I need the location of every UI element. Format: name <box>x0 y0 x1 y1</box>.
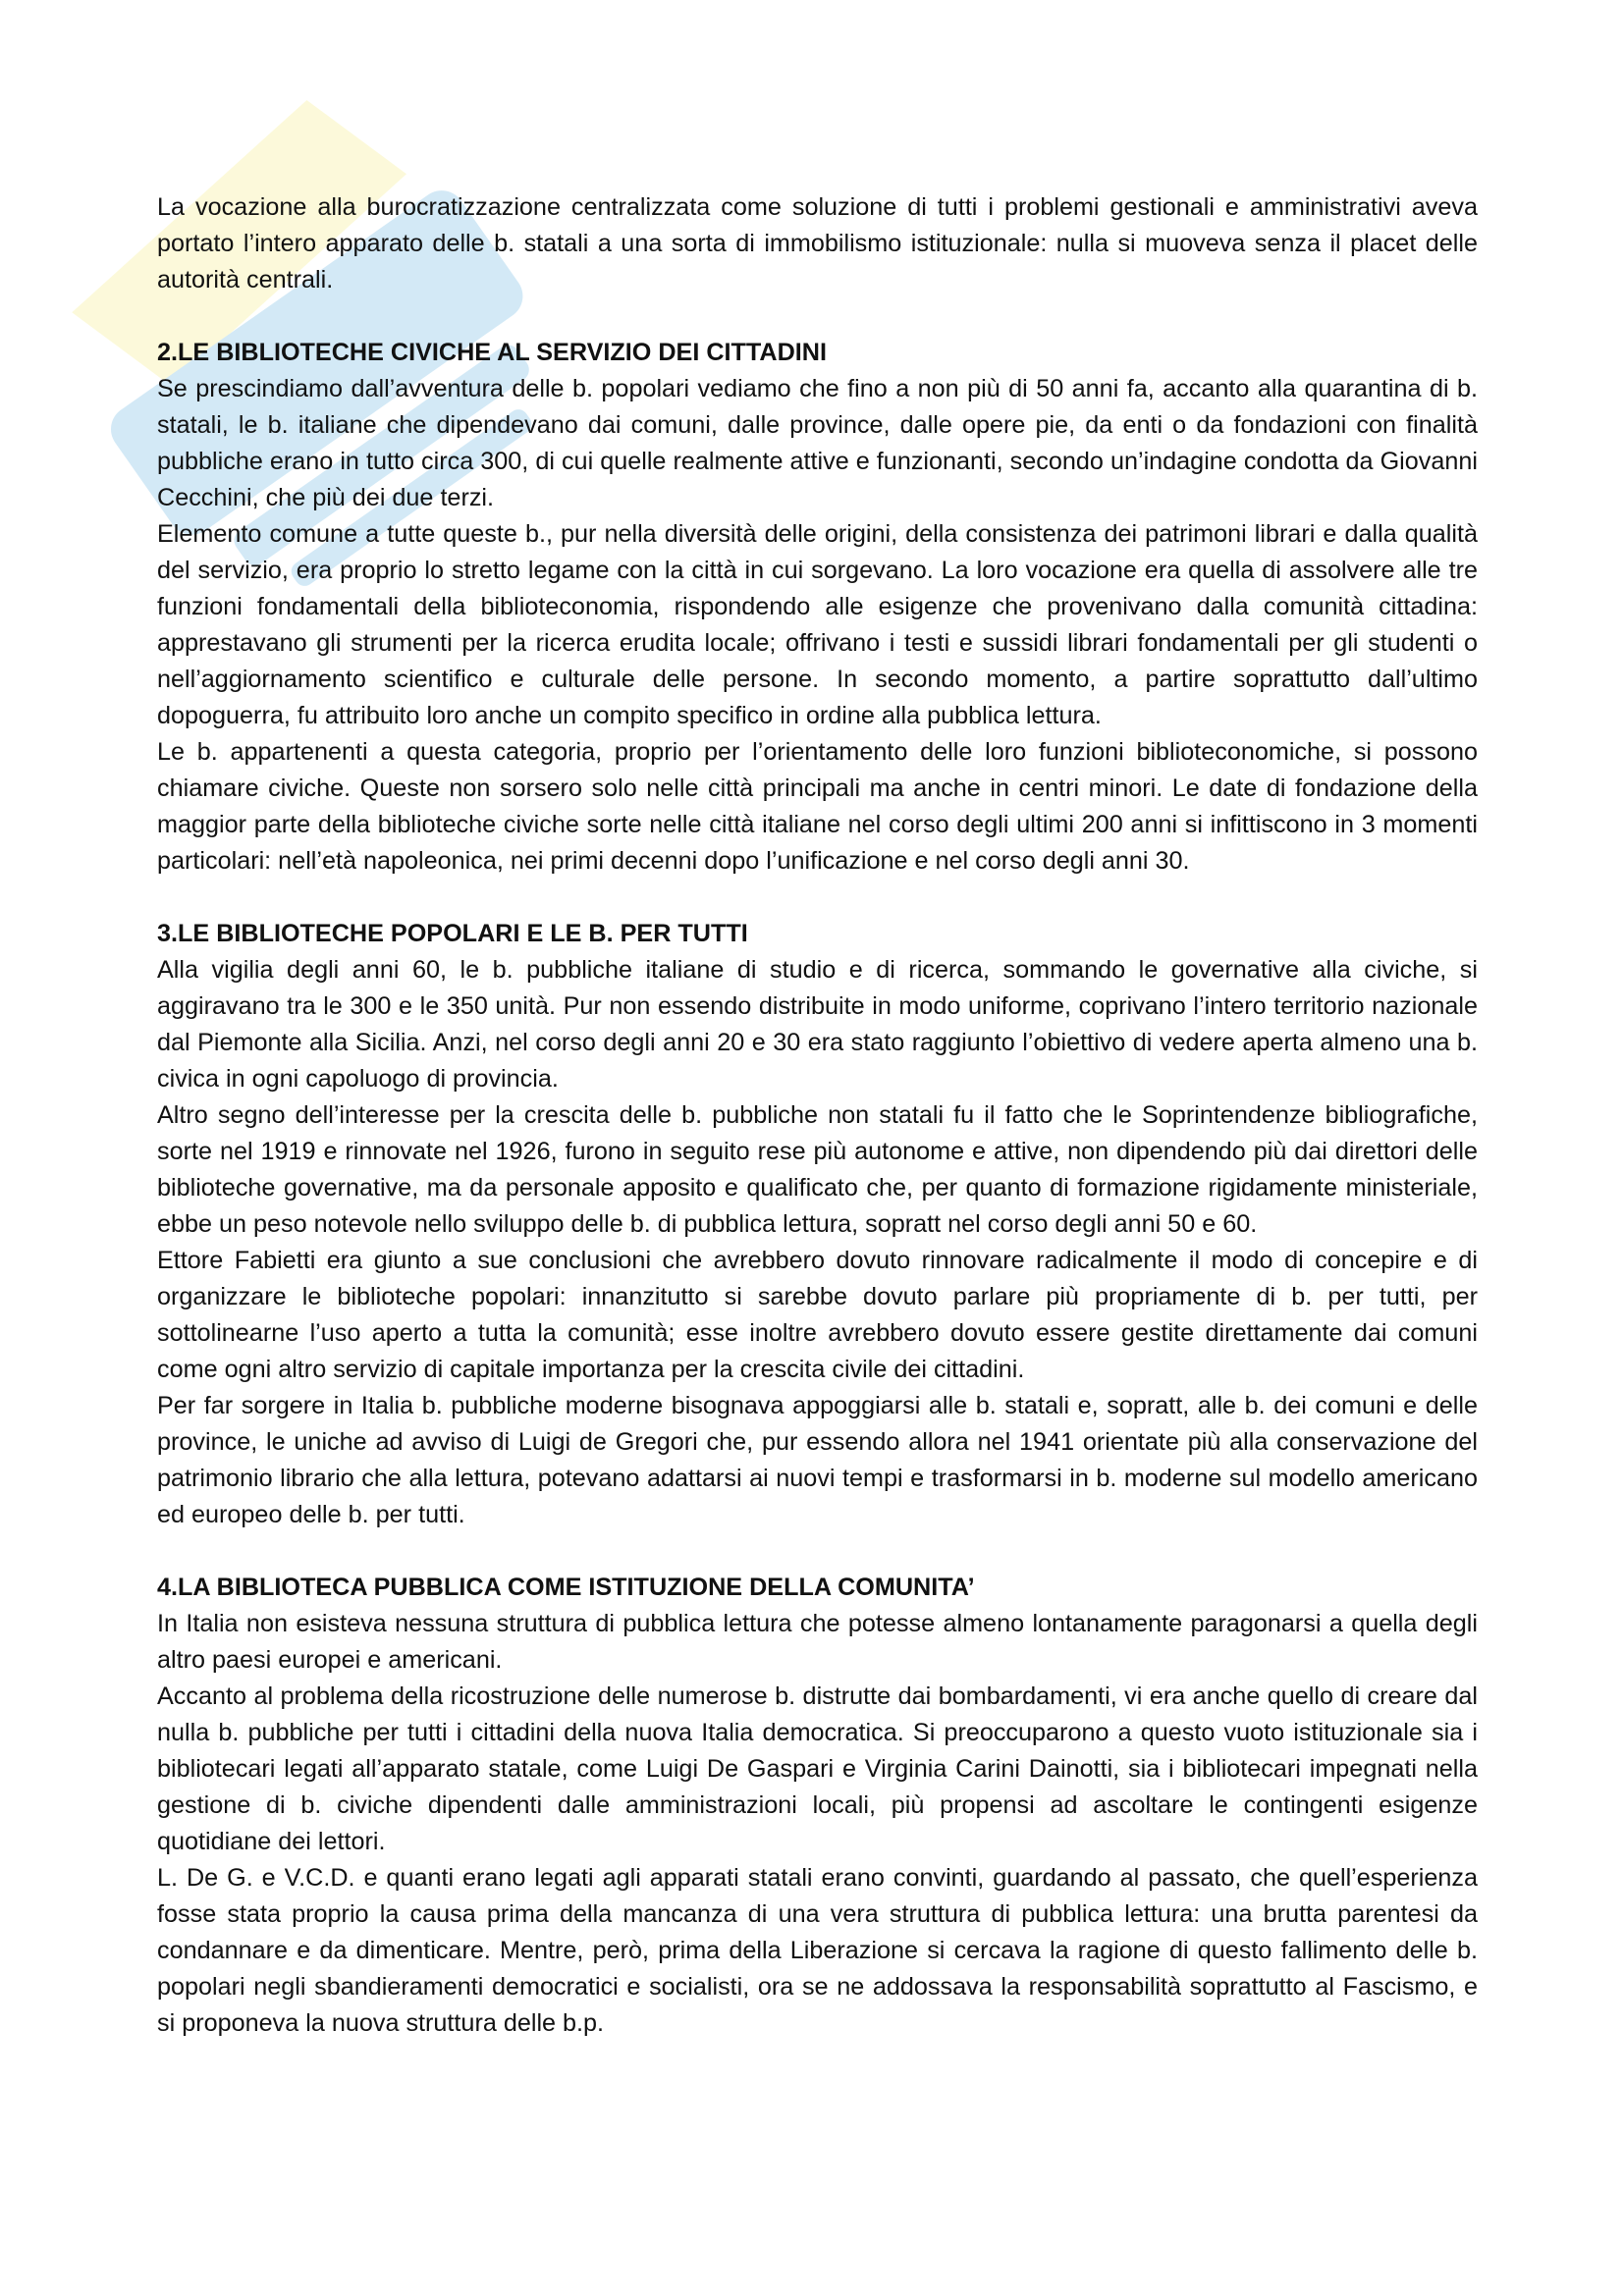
section-4-paragraph: Accanto al problema della ricostruzione delle numerose b. distrutte dai bombardamenti, vi era anche quello di creare dal nulla b. pubbliche per tutti i cittadini della nuova Italia democratica. Si preoccuparono a questo vuoto istituzionale sia i bibliotecari legati all’apparato statale, come Luigi De Gaspari e Virginia Carini Dainotti, sia i bibliotecari impegnati nella gestione di b. civiche dipendenti dalle amministrazioni locali, più propensi ad ascoltare le contingenti esigenze quotidiane dei lettori. <box>157 1682 1478 1855</box>
section-2-paragraph: Elemento comune a tutte queste b., pur nella diversità delle origini, della consistenza dei patrimoni librari e dalla qualità del servizio, era proprio lo stretto legame con la città in cui sorgevano. La loro vocazione era quella di assolvere alle tre funzioni fondamentali della biblioteconomia, rispondendo alle esigenze che provenivano dalla comunità cittadina: apprestavano gli strumenti per la ricerca erudita locale; offrivano i testi e sussidi librari fondamentali per gli studenti o nell’aggiornamento scientifico e culturale delle persone. In secondo momento, a partire soprattutto dall’ultimo dopoguerra, fu attribuito loro anche un compito specifico in ordine alla pubblica lettura. <box>157 520 1478 729</box>
intro-paragraph: La vocazione alla burocratizzazione centralizzata come soluzione di tutti i problemi gestionali e amministrativi aveva portato l’intero apparato delle b. statali a una sorta di immobilismo istituzionale: nulla si muoveva senza il placet delle autorità centrali. <box>157 193 1478 294</box>
section-2-title: 2.LE BIBLIOTECHE CIVICHE AL SERVIZIO DEI CITTADINI <box>157 339 827 366</box>
section-4-title: 4.LA BIBLIOTECA PUBBLICA COME ISTITUZIONE DELLA COMUNITA’ <box>157 1574 975 1601</box>
section-3-paragraph: Ettore Fabietti era giunto a sue conclusioni che avrebbero dovuto rinnovare radicalmente il modo di concepire e di organizzare le biblioteche popolari: innanzitutto si sarebbe dovuto parlare più propriamente di b. per tutti, per sottolinearne l’uso aperto a tutta la comunità; esse inoltre avrebbero dovuto essere gestite direttamente dai comuni come ogni altro servizio di capitale importanza per la crescita civile dei cittadini. <box>157 1247 1478 1383</box>
section-2-paragraph: Se prescindiamo dall’avventura delle b. popolari vediamo che fino a non più di 50 anni fa, accanto alla quarantina di b. statali, le b. italiane che dipendevano dai comuni, dalle province, dalle opere pie, da enti o da fondazioni con finalità pubbliche erano in tutto circa 300, di cui quelle realmente attive e funzionanti, secondo un’indagine condotta da Giovanni Cecchini, che più dei due terzi. <box>157 375 1478 511</box>
spacer <box>157 298 1478 335</box>
section-4-paragraph: In Italia non esisteva nessuna struttura di pubblica lettura che potesse almeno lontanamente paragonarsi a quella degli altro paesi europei e americani. <box>157 1610 1478 1674</box>
spacer <box>157 880 1478 916</box>
section-4-paragraph: L. De G. e V.C.D. e quanti erano legati agli apparati statali erano convinti, guardando al passato, che quell’esperienza fosse stata proprio la causa prima della mancanza di una vera struttura di pubblica lettura: una brutta parentesi da condannare e da dimenticare. Mentre, però, prima della Liberazione si cercava la ragione di questo fallimento delle b. popolari negli sbandieramenti democratici e socialisti, ora se ne addossava la responsabilità soprattutto al Fascismo, e si proponeva la nuova struttura delle b.p. <box>157 1864 1478 2037</box>
section-2-paragraph: Le b. appartenenti a questa categoria, proprio per l’orientamento delle loro funzioni biblioteconomiche, si possono chiamare civiche. Queste non sorsero solo nelle città principali ma anche in centri minori. Le date di fondazione della maggior parte della biblioteche civiche sorte nelle città italiane nel corso degli ultimi 200 anni si infittiscono in 3 momenti particolari: nell’età napoleonica, nei primi decenni dopo l’unificazione e nel corso degli anni 30. <box>157 738 1478 875</box>
section-3-title: 3.LE BIBLIOTECHE POPOLARI E LE B. PER TUTTI <box>157 920 748 947</box>
spacer <box>157 1533 1478 1570</box>
section-3-paragraph: Altro segno dell’interesse per la crescita delle b. pubbliche non statali fu il fatto che le Soprintendenze bibliografiche, sorte nel 1919 e rinnovate nel 1926, furono in seguito rese più autonome e attive, non dipendendo più dai direttori delle biblioteche governative, ma da personale apposito e qualificato che, per quanto di formazione rigidamente ministeriale, ebbe un peso notevole nello sviluppo delle b. di pubblica lettura, sopratt nel corso degli anni 50 e 60. <box>157 1101 1478 1238</box>
document-body <box>157 189 1478 2042</box>
section-3-paragraph: Alla vigilia degli anni 60, le b. pubbliche italiane di studio e di ricerca, sommando le governative alla civiche, si aggiravano tra le 300 e le 350 unità. Pur non essendo distribuite in modo uniforme, coprivano l’intero territorio nazionale dal Piemonte alla Sicilia. Anzi, nel corso degli anni 20 e 30 era stato raggiunto l’obiettivo di vedere aperta almeno una b. civica in ogni capoluogo di provincia. <box>157 956 1478 1093</box>
section-3-paragraph: Per far sorgere in Italia b. pubbliche moderne bisognava appoggiarsi alle b. statali e, sopratt, alle b. dei comuni e delle province, le uniche ad avviso di Luigi de Gregori che, pur essendo allora nel 1941 orientate più alla conservazione del patrimonio librario che alla lettura, potevano adattarsi ai nuovi tempi e trasformarsi in b. moderne sul modello americano ed europeo delle b. per tutti. <box>157 1392 1478 1528</box>
